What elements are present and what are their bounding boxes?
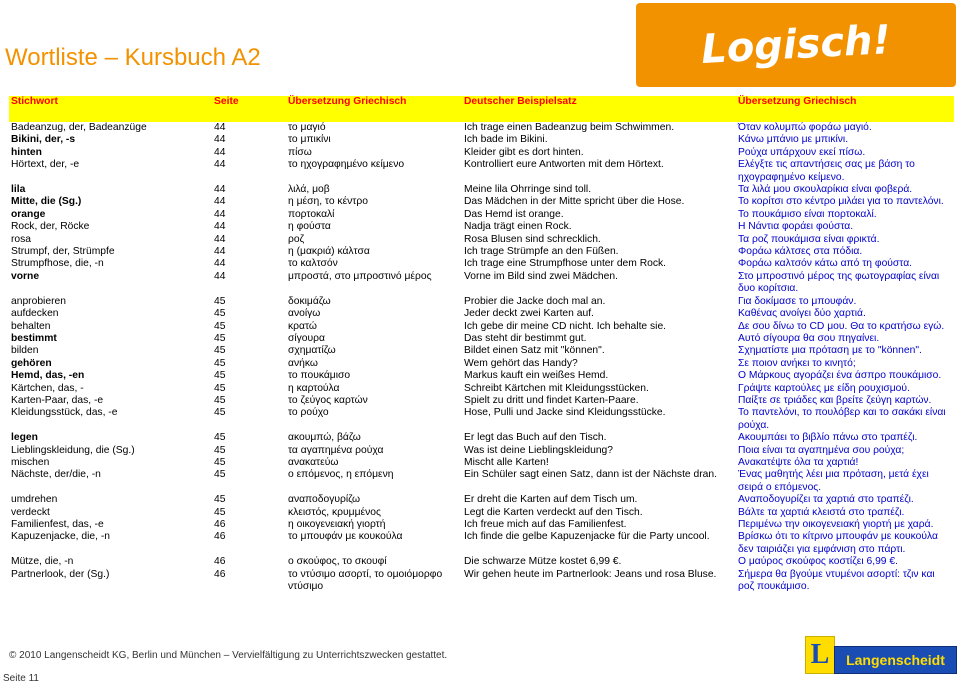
page-cell: 45 (214, 494, 226, 506)
example-translation-cell: Το παντελόνι, το πουλόβερ και το σακάκι είναι ρούχα. (738, 407, 946, 431)
word-cell: Mitte, die (Sg.) (11, 196, 82, 208)
example-cell: Ich trage eine Strumpfhose unter dem Rock. (464, 258, 667, 270)
word-cell: Kärtchen, das, - (11, 382, 84, 394)
page-cell: 44 (214, 233, 226, 245)
page-cell: 45 (214, 382, 226, 394)
table-row (9, 184, 954, 196)
publisher-mark: L (810, 639, 830, 670)
word-cell: Hemd, das, -en (11, 370, 85, 382)
translation-cell: κρατώ (288, 320, 317, 332)
word-cell: Hörtext, der, -e (11, 159, 80, 171)
page-cell: 44 (214, 208, 226, 220)
page-cell: 44 (214, 122, 226, 133)
logisch-logo (636, 3, 956, 87)
table-row (9, 134, 954, 146)
example-translation-cell: Όταν κολυμπώ φοράω μαγιό. (738, 122, 872, 133)
translation-cell: το ρούχο (288, 407, 329, 419)
translation-cell: το μπικίνι (288, 134, 331, 146)
example-cell: Ich bade im Bikini. (464, 134, 548, 146)
word-cell: Karten-Paar, das, -e (11, 394, 104, 406)
table-row (9, 395, 954, 407)
page-cell: 44 (214, 184, 226, 196)
col-header-uebersetzung: Übersetzung Griechisch (286, 96, 462, 122)
example-translation-cell: Γράψτε καρτούλες με είδη ρουχισμού. (738, 382, 910, 394)
copyright-notice: © 2010 Langenscheidt KG, Berlin und München – Vervielfältigung zu Unterrichtszwecken gestattet. (9, 650, 448, 661)
translation-cell: το μπουφάν με κουκούλα (288, 531, 403, 543)
example-translation-cell: Καθένας ανοίγει δύο χαρτιά. (738, 308, 866, 320)
langenscheidt-l-logo (805, 636, 835, 674)
example-translation-cell: Ρούχα υπάρχουν εκεί πίσω. (738, 146, 866, 158)
page-cell: 45 (214, 370, 226, 382)
table-row (9, 519, 954, 531)
example-translation-cell: Βρίσκω ότι το κίτρινο μπουφάν με κουκούλα δεν ταιριάζει για εμφάνιση στο πάρτι. (738, 531, 938, 555)
table-row (9, 469, 954, 494)
translation-cell: ο σκούφος, το σκουφί (288, 556, 387, 568)
example-translation-cell: Σήμερα θα βγούμε ντυμένοι ασορτί: τζιν και ροζ πουκάμισο. (738, 568, 935, 593)
page-cell: 45 (214, 332, 226, 344)
table-row (9, 457, 954, 469)
example-cell: Nadja trägt einen Rock. (464, 221, 572, 233)
publisher-name: Langenscheidt (846, 652, 945, 668)
word-cell: Lieblingskleidung, die (Sg.) (11, 444, 135, 456)
example-translation-cell: Στο μπροστινό μέρος της φωτογραφίας είναι δυο κορίτσια. (738, 270, 940, 295)
translation-cell: ακουμπώ, βάζω (288, 432, 361, 444)
example-cell: Jeder deckt zwei Karten auf. (464, 308, 594, 320)
translation-cell: ανοίγω (288, 308, 321, 320)
example-cell: Ich trage einen Badeanzug beim Schwimmen. (464, 122, 675, 133)
page-cell: 45 (214, 469, 226, 481)
translation-cell: ανακατεύω (288, 456, 339, 468)
example-translation-cell: Περιμένω την οικογενειακή γιορτή με χαρά. (738, 519, 934, 530)
table-row (9, 159, 954, 184)
translation-cell: η μέση, το κέντρο (288, 196, 368, 208)
col-header-seite: Seite (212, 96, 286, 122)
example-cell: Meine lila Ohrringe sind toll. (464, 184, 592, 196)
page-cell: 45 (214, 394, 226, 406)
table-row (9, 308, 954, 320)
table-header-row (9, 96, 954, 122)
translation-cell: δοκιμάζω (288, 295, 331, 307)
page-title: Wortliste – Kursbuch A2 (5, 44, 261, 71)
table-row (9, 569, 954, 594)
example-cell: Kontrolliert eure Antworten mit dem Hörtext. (464, 159, 664, 171)
word-cell: Nächste, der/die, -n (11, 469, 101, 481)
word-cell: Bikini, der, -s (11, 134, 76, 146)
page-cell: 45 (214, 357, 226, 369)
example-translation-cell: Αναποδογυρίζει τα χαρτιά στο τραπέζι. (738, 494, 914, 506)
page-cell: 44 (214, 146, 226, 158)
example-translation-cell: Το κορίτσι στο κέντρο μιλάει για το παντελόνι. (738, 196, 944, 208)
word-cell: gehören (11, 357, 52, 369)
example-cell: Ich gebe dir meine CD nicht. Ich behalte sie. (464, 320, 667, 332)
word-cell: Mütze, die, -n (11, 556, 74, 568)
example-cell: Wem gehört das Handy? (464, 357, 578, 369)
page-cell: 45 (214, 456, 226, 468)
example-cell: Ich freue mich auf das Familienfest. (464, 519, 627, 530)
example-cell: Mischt alle Karten! (464, 456, 549, 468)
translation-cell: η καρτούλα (288, 382, 340, 394)
page-cell: 44 (214, 134, 226, 146)
page-cell: 46 (214, 568, 226, 580)
example-translation-cell: Αυτό σίγουρα θα σου πηγαίνει. (738, 332, 880, 344)
example-cell: Das steht dir bestimmt gut. (464, 332, 587, 344)
word-cell: Kleidungsstück, das, -e (11, 407, 118, 419)
table-body (9, 122, 954, 593)
word-cell: umdrehen (11, 494, 58, 506)
example-translation-cell: Ένας μαθητής λέει μια πρόταση, μετά έχει σειρά ο επόμενος. (738, 469, 929, 493)
translation-cell: το ηχογραφημένο κείμενο (288, 159, 405, 171)
example-translation-cell: Βάλτε τα χαρτιά κλειστά στο τραπέζι. (738, 506, 905, 518)
page-cell: 45 (214, 308, 226, 320)
word-cell: aufdecken (11, 308, 59, 320)
translation-cell: το ζεύγος καρτών (288, 394, 368, 406)
word-cell: Strumpfhose, die, -n (11, 258, 104, 270)
table-row (9, 321, 954, 333)
page-cell: 44 (214, 246, 226, 258)
example-translation-cell: Ποια είναι τα αγαπημένα σου ρούχα; (738, 444, 905, 456)
table-row (9, 147, 954, 159)
col-header-beispielsatz: Deutscher Beispielsatz (462, 96, 736, 122)
table-row (9, 494, 954, 506)
example-translation-cell: Φοράω καλτσόν κάτω από τη φούστα. (738, 258, 913, 270)
page-cell: 46 (214, 519, 226, 530)
example-translation-cell: Ο Μάρκους αγοράζει ένα άσπρο πουκάμισο. (738, 370, 942, 382)
table-row (9, 246, 954, 258)
example-translation-cell: Ακουμπάει το βιβλίο πάνω στο τραπέζι. (738, 432, 918, 444)
word-cell: behalten (11, 320, 51, 332)
example-translation-cell: Φοράω κάλτσες στα πόδια. (738, 246, 863, 258)
col-header-satz-uebersetzung: Übersetzung Griechisch (736, 96, 954, 122)
table-row (9, 209, 954, 221)
page-cell: 46 (214, 531, 226, 543)
example-cell: Spielt zu dritt und findet Karten-Paare. (464, 394, 639, 406)
example-translation-cell: Ελέγξτε τις απαντήσεις σας με βάση το ηχογραφημένο κείμενο. (738, 159, 915, 183)
table-row (9, 196, 954, 208)
translation-cell: η φούστα (288, 221, 331, 233)
table-row (9, 258, 954, 270)
table-row (9, 531, 954, 556)
page-cell: 45 (214, 295, 226, 307)
table-row (9, 445, 954, 457)
example-cell: Was ist deine Lieblingskleidung? (464, 444, 614, 456)
example-cell: Ich finde die gelbe Kapuzenjacke für die Party uncool. (464, 531, 710, 543)
example-translation-cell: Για δοκίμασε το μπουφάν. (738, 295, 857, 307)
example-cell: Wir gehen heute im Partnerlook: Jeans und rosa Bluse. (464, 568, 717, 580)
word-cell: hinten (11, 146, 42, 158)
table-row (9, 556, 954, 568)
page-cell: 45 (214, 444, 226, 456)
translation-cell: μπροστά, στο μπροστινό μέρος (288, 270, 432, 282)
translation-cell: ροζ (288, 233, 305, 245)
word-cell: Rock, der, Röcke (11, 221, 90, 233)
word-cell: Familienfest, das, -e (11, 519, 104, 530)
table-row (9, 345, 954, 357)
example-translation-cell: Δε σου δίνω το CD μου. Θα το κρατήσω εγώ. (738, 320, 945, 332)
page-number: Seite 11 (3, 673, 39, 684)
translation-cell: ο επόμενος, η επόμενη (288, 469, 394, 481)
table-row (9, 370, 954, 382)
page-cell: 44 (214, 221, 226, 233)
page-cell: 45 (214, 320, 226, 332)
example-cell: Ich trage Strümpfe an den Füßen. (464, 246, 619, 258)
col-header-stichwort: Stichwort (9, 96, 212, 122)
word-cell: anprobieren (11, 295, 66, 307)
word-cell: vorne (11, 270, 40, 282)
page-cell: 45 (214, 407, 226, 419)
example-translation-cell: Σχηματίστε μια πρόταση με το "können". (738, 345, 922, 357)
example-translation-cell: Κάνω μπάνιο με μπικίνι. (738, 134, 849, 146)
page-cell: 44 (214, 270, 226, 282)
example-cell: Bildet einen Satz mit "können". (464, 345, 605, 357)
word-cell: verdeckt (11, 506, 50, 518)
translation-cell: λιλά, μοβ (288, 184, 330, 196)
table-row (9, 383, 954, 395)
word-cell: bilden (11, 345, 39, 357)
table-row (9, 234, 954, 246)
translation-cell: το πουκάμισο (288, 370, 351, 382)
table-row (9, 122, 954, 134)
word-cell: mischen (11, 456, 50, 468)
table-row (9, 271, 954, 296)
translation-cell: κλειστός, κρυμμένος (288, 506, 381, 518)
page-cell: 44 (214, 196, 226, 208)
translation-cell: η οικογενειακή γιορτή (288, 519, 386, 530)
example-cell: Die schwarze Mütze kostet 6,99 €. (464, 556, 622, 568)
table-row (9, 221, 954, 233)
example-cell: Ein Schüler sagt einen Satz, dann ist der Nächste dran. (464, 469, 717, 481)
word-cell: orange (11, 208, 46, 220)
example-translation-cell: Η Νάντια φοράει φούστα. (738, 221, 854, 233)
table-row (9, 407, 954, 432)
example-cell: Markus kauft ein weißes Hemd. (464, 370, 609, 382)
table-row (9, 358, 954, 370)
example-cell: Rosa Blusen sind schrecklich. (464, 233, 601, 245)
example-cell: Vorne im Bild sind zwei Mädchen. (464, 270, 618, 282)
page-cell: 45 (214, 432, 226, 444)
example-cell: Schreibt Kärtchen mit Kleidungsstücken. (464, 382, 649, 394)
example-cell: Legt die Karten verdeckt auf den Tisch. (464, 506, 643, 518)
translation-cell: σίγουρα (288, 332, 325, 344)
translation-cell: αναποδογυρίζω (288, 494, 361, 506)
translation-cell: το ντύσιμο ασορτί, το ομοιόμορφο ντύσιμο (288, 568, 443, 593)
translation-cell: το μαγιό (288, 122, 326, 133)
word-cell: lila (11, 184, 26, 196)
word-cell: bestimmt (11, 332, 57, 344)
translation-cell: πίσω (288, 146, 312, 158)
langenscheidt-wordmark (834, 646, 957, 674)
example-cell: Probier die Jacke doch mal an. (464, 295, 606, 307)
example-translation-cell: Το πουκάμισο είναι πορτοκαλί. (738, 208, 877, 220)
word-cell: Partnerlook, der (Sg.) (11, 568, 110, 580)
translation-cell: πορτοκαλί (288, 208, 335, 220)
table-row (9, 432, 954, 444)
translation-cell: τα αγαπημένα ρούχα (288, 444, 384, 456)
example-translation-cell: Παίξτε σε τριάδες και βρείτε ζεύγη καρτών. (738, 394, 932, 406)
page-cell: 45 (214, 506, 226, 518)
word-list-table (9, 96, 954, 593)
translation-cell: σχηματίζω (288, 345, 336, 357)
example-cell: Kleider gibt es dort hinten. (464, 146, 584, 158)
table-row (9, 333, 954, 345)
logo-text: Logisch! (700, 17, 892, 73)
translation-cell: ανήκω (288, 357, 318, 369)
table-row (9, 296, 954, 308)
example-translation-cell: Ανακατέψτε όλα τα χαρτιά! (738, 456, 859, 468)
page-cell: 44 (214, 258, 226, 270)
example-cell: Er legt das Buch auf den Tisch. (464, 432, 607, 444)
word-cell: Kapuzenjacke, die, -n (11, 531, 111, 543)
table-row (9, 507, 954, 519)
word-cell: Badeanzug, der, Badeanzüge (11, 122, 147, 133)
example-cell: Er dreht die Karten auf dem Tisch um. (464, 494, 638, 506)
example-cell: Hose, Pulli und Jacke sind Kleidungsstücke. (464, 407, 666, 419)
example-cell: Das Mädchen in der Mitte spricht über die Hose. (464, 196, 685, 208)
example-translation-cell: Τα λιλά μου σκουλαρίκια είναι φοβερά. (738, 184, 913, 196)
word-cell: legen (11, 432, 38, 444)
translation-cell: το καλτσόν (288, 258, 338, 270)
example-translation-cell: Τα ροζ πουκάμισα είναι φρικτά. (738, 233, 880, 245)
word-cell: rosa (11, 233, 32, 245)
word-cell: Strumpf, der, Strümpfe (11, 246, 115, 258)
example-translation-cell: Ο μαύρος σκούφος κοστίζει 6,99 €. (738, 556, 898, 568)
translation-cell: η (μακριά) κάλτσα (288, 246, 370, 258)
page-cell: 44 (214, 159, 226, 171)
page-cell: 46 (214, 556, 226, 568)
page-cell: 45 (214, 345, 226, 357)
example-translation-cell: Σε ποιον ανήκει το κινητό; (738, 357, 856, 369)
example-cell: Das Hemd ist orange. (464, 208, 564, 220)
